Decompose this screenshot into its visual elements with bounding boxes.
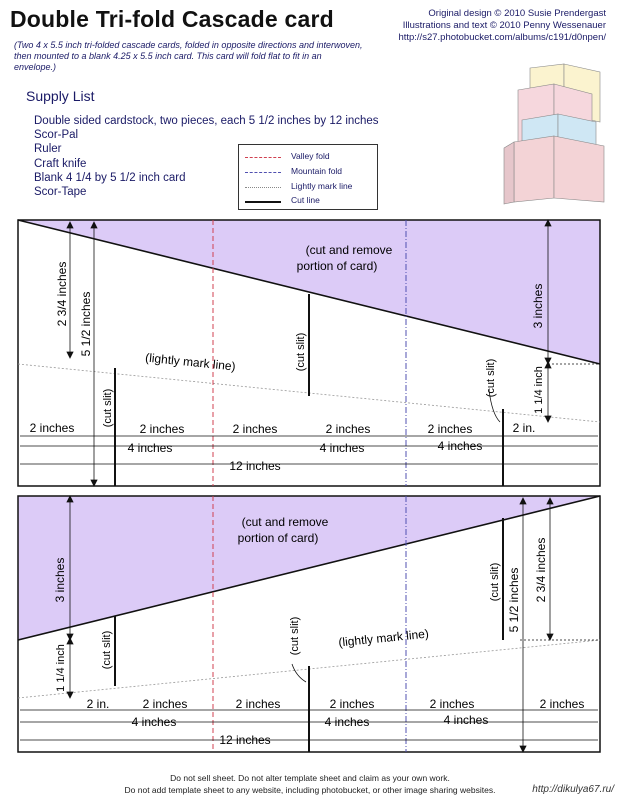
footer-line: Do not sell sheet. Do not alter template sheet and claim as your own work.: [170, 773, 450, 783]
dim-label: 2 inches: [427, 422, 473, 436]
supply-item: Scor-Tape: [34, 186, 87, 199]
dim-label: 12 inches: [229, 459, 281, 473]
template-top: [0, 214, 620, 490]
credit-design: Original design © 2010 Susie Prendergast: [428, 8, 606, 19]
dim-label: 2 inches: [429, 697, 475, 711]
dim-3-inches: 3 inches: [53, 557, 67, 603]
dim-label: 4 inches: [319, 441, 365, 455]
cut-remove-label: portion of card): [237, 531, 319, 545]
dim-label: 4 inches: [443, 713, 489, 727]
cut-slit-label: (cut slit): [101, 630, 113, 670]
dim-label: 2 inches: [139, 422, 185, 436]
dim-label: 12 inches: [219, 733, 271, 747]
intro-text: (Two 4 x 5.5 inch tri-folded cascade cards, folded in opposite directions and interwoven, then mounted to a blank 4.25 x 5.5 inch card. This card will fold flat to fit in an envelope.): [14, 40, 363, 72]
dim-1-1-4-inch: 1 1/4 inch: [55, 644, 67, 692]
supply-list-title: Supply List: [26, 88, 95, 104]
lightly-mark-label: (lightly mark line): [337, 626, 430, 650]
dim-3-inches: 3 inches: [531, 283, 545, 329]
cut-remove-label: (cut and remove: [305, 243, 393, 257]
cut-slit-label: (cut slit): [102, 388, 114, 428]
cut-remove-label: portion of card): [296, 259, 378, 273]
cut-slit-label: (cut slit): [295, 332, 307, 372]
credit-illustrations: Illustrations and text © 2010 Penny Wessenauer: [402, 20, 606, 31]
supply-item: Craft knife: [34, 157, 87, 170]
template-bottom: [0, 490, 620, 766]
cut-slit-label: (cut slit): [485, 358, 497, 398]
dim-label: 2 inches: [329, 697, 375, 711]
line-legend: [238, 144, 378, 210]
footer-notice: [0, 772, 620, 796]
legend-valley-fold: Valley fold: [245, 151, 375, 163]
dim-1-1-4-inch: 1 1/4 inch: [533, 366, 545, 414]
legend-lightly-mark: Lightly mark line: [245, 181, 375, 193]
dim-2-3-4-inches: 2 3/4 inches: [534, 537, 548, 603]
dim-label: 4 inches: [437, 439, 483, 453]
legend-mountain-fold: Mountain fold: [245, 166, 375, 178]
dim-label: 2 in.: [86, 697, 110, 711]
supply-item: Scor-Pal: [34, 129, 79, 142]
credits: [398, 8, 606, 44]
legend-cut-line: Cut line: [245, 195, 375, 207]
watermark-link[interactable]: http://dikulya67.ru/: [532, 784, 614, 795]
dim-label: 4 inches: [127, 441, 173, 455]
page-title: Double Tri-fold Cascade card: [10, 6, 334, 32]
supply-item: Double sided cardstock, two pieces, each 5 1/2 inches by 12 inches: [34, 115, 379, 127]
cut-remove-label: (cut and remove: [241, 515, 329, 529]
dim-label: 2 inches: [325, 422, 371, 436]
dim-2-3-4-inches: 2 3/4 inches: [55, 261, 69, 327]
supply-item: Blank 4 1/4 by 5 1/2 inch card: [34, 171, 186, 184]
footer-line: Do not add template sheet to any website, including photobucket, or other image sharing websites.: [124, 785, 496, 795]
dim-label: 2 inches: [235, 697, 281, 711]
dim-label: 2 in.: [512, 421, 536, 435]
dim-5-1-2-inches: 5 1/2 inches: [79, 291, 93, 357]
dim-label: 2 inches: [142, 697, 188, 711]
dim-5-1-2-inches: 5 1/2 inches: [507, 567, 521, 633]
dim-label: 4 inches: [324, 715, 370, 729]
lightly-mark-label: (lightly mark line): [144, 350, 237, 374]
credit-url-link[interactable]: http://s27.photobucket.com/albums/c191/d0npen/: [398, 32, 606, 43]
cut-slit-label: (cut slit): [489, 562, 501, 602]
folded-card-illustration: [500, 62, 620, 206]
supply-item: Ruler: [34, 143, 62, 156]
dim-label: 2 inches: [539, 697, 585, 711]
dim-label: 2 inches: [29, 421, 75, 435]
cut-slit-label: (cut slit): [289, 616, 301, 656]
dim-label: 4 inches: [131, 715, 177, 729]
dim-label: 2 inches: [232, 422, 278, 436]
